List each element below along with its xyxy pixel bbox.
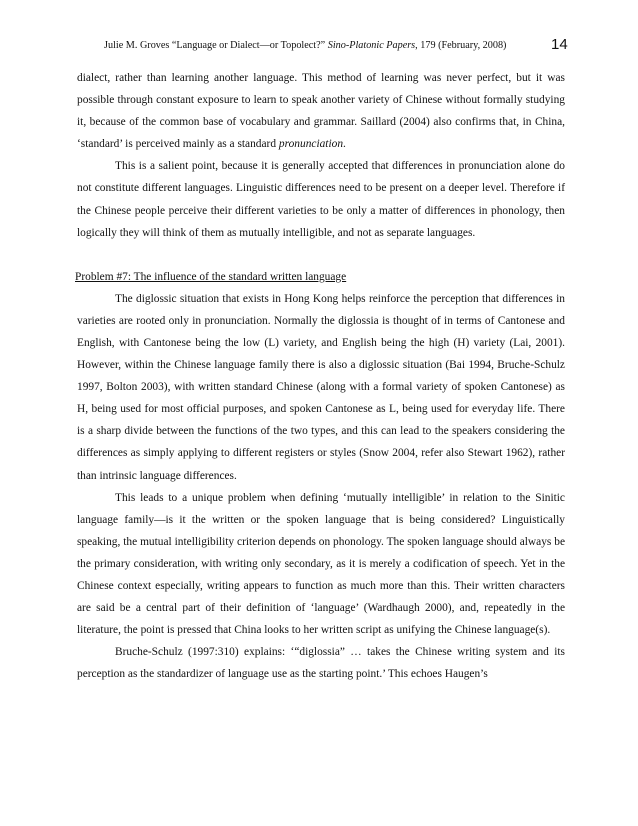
- section-spacer: [77, 244, 565, 266]
- header-issue: , 179 (February, 2008): [415, 40, 507, 51]
- page-number: 14: [551, 36, 568, 53]
- paragraph-3: The diglossic situation that exists in Hong Kong helps reinforce the perception that differences in varieties are rooted only in pronunciation. Normally the diglossia is thought of in terms of Cantonese and English, with Cantonese being the low (L) variety, and English being the high (H) variety (Lai, 2001). However, within the Chinese language family there is also a diglossic situation (Bai 1994, Bruche-Schulz 1997, Bolton 2003), with written standard Chinese (along with a formal variety of spoken Cantonese) as H, being used for most official purposes, and spoken Cantonese as L, being used for everyday life. There is a sharp divide between the functions of the two types, and this can lead to the speakers considering the differences as simply applying to different registers or styles (Snow 2004, refer also Stewart 1962), rather than intrinsic language differences.: [77, 292, 565, 482]
- paragraph-1-end: .: [343, 138, 346, 151]
- paragraph-4: This leads to a unique problem when defining ‘mutually intelligible’ in relation to the Sinitic language family—is it the written or the spoken language that is being considered? Linguistically speaking, the mutual intelligibility criterion depends on phonology. The spoken language should always be the primary consideration, with writing only secondary, as it is merely a codification of speech. Yet in the Chinese context especially, writing appears to function as much more than this. Their written characters are said be a central part of their definition of ‘language’ (Wardhaugh 2000), and, repeatedly in the literature, the point is pressed that China looks to her written script as unifying the Chinese language(s).: [77, 491, 565, 637]
- running-header: [104, 40, 574, 51]
- paragraph-1: [77, 67, 565, 155]
- paragraph-1-emphasis: pronunciation: [278, 138, 344, 151]
- page-body: [77, 67, 565, 685]
- section-heading: Problem #7: The influence of the standard written language: [75, 270, 347, 283]
- header-journal: Sino-Platonic Papers: [327, 40, 416, 51]
- paragraph-5: Bruche-Schulz (1997:310) explains: ‘“diglossia” … takes the Chinese writing system and its perception as the standardizer of language use as the starting point.’ This echoes Haugen’s: [77, 646, 565, 681]
- paragraph-2: This is a salient point, because it is generally accepted that differences in pronunciation alone do not constitute different languages. Linguistic differences need to be present on a deeper level. Therefore if the Chinese people perceive their different varieties to be only a matter of differences in phonology, then logically they will think of them as mutually intelligible, and not as separate languages.: [77, 160, 565, 239]
- header-citation: Julie M. Groves “Language or Dialect—or Topolect?”: [104, 40, 328, 51]
- paragraph-1-text: dialect, rather than learning another language. This method of learning was never perfect, but it was possible through constant exposure to learn to speak another variety of Chinese without formally studying it, because of the common base of vocabulary and grammar. Saillard (2004) also confirms that, in China, ‘standard’ is perceived mainly as a standard: [77, 72, 565, 151]
